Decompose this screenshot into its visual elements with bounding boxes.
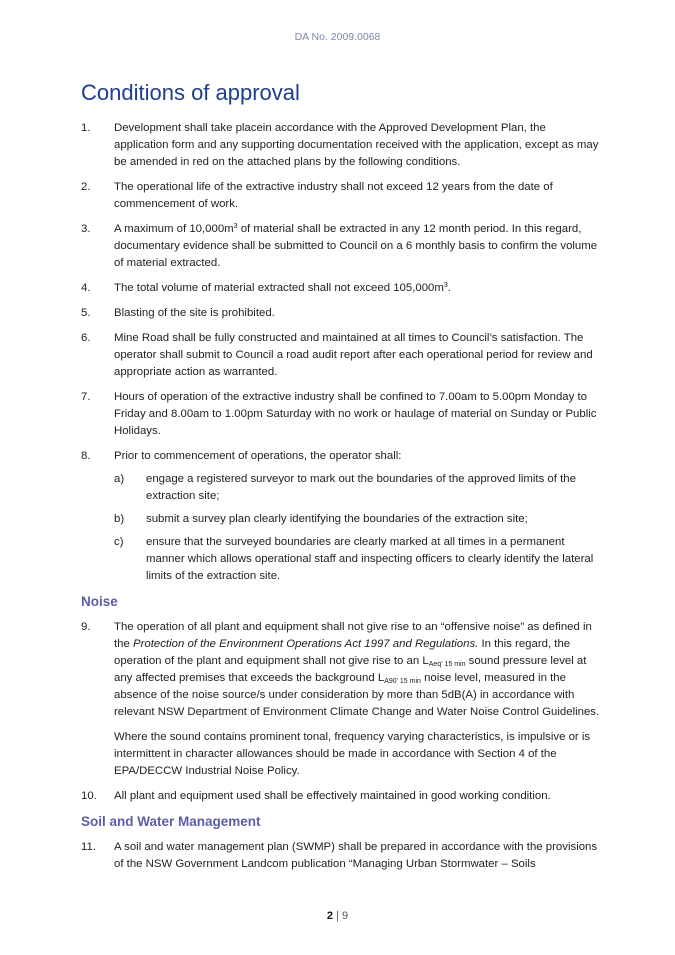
condition-paragraph: Where the sound contains prominent tonal, frequency varying characteristics, is impulsive or is intermittent in character allowances should be made in accordance with Section 4 of the EPA/DECCW Industrial Noise Policy. bbox=[114, 731, 591, 777]
condition-number: 11. bbox=[81, 841, 96, 853]
condition-text: A soil and water management plan (SWMP) shall be prepared in accordance with the provisions of the NSW Government Landcom publication “Managing Urban Stormwater – Soils bbox=[114, 841, 598, 870]
condition-number: 2. bbox=[81, 181, 91, 193]
conditions-list bbox=[81, 120, 601, 881]
sub-condition-b bbox=[114, 511, 601, 528]
condition-number: 4. bbox=[81, 282, 91, 294]
condition-3 bbox=[81, 221, 601, 272]
section-heading-noise: Noise bbox=[81, 594, 118, 609]
sub-condition-text: engage a registered surveyor to mark out the boundaries of the approved limits of the extraction site; bbox=[146, 473, 576, 502]
subscript: Aeq' 15 min bbox=[428, 661, 466, 668]
text-part: In this regard, the operation of the plant and equipment shall not give rise to an L bbox=[114, 638, 571, 667]
condition-text: Mine Road shall be fully constructed and maintained at all times to Council’s satisfaction. The operator shall submit to Council a road audit report after each operational period for review and appropriate action as warranted. bbox=[114, 332, 593, 378]
condition-text bbox=[114, 223, 597, 269]
condition-text: Hours of operation of the extractive industry shall be confined to 7.00am to 5.00pm Monday to Friday and 8.00am to 1.00pm Saturday with no work or haulage of material on Sunday or Public Holidays. bbox=[114, 391, 597, 437]
text-part: A maximum of 10,000m bbox=[114, 223, 234, 235]
sub-condition-c bbox=[114, 534, 601, 585]
superscript: 3 bbox=[443, 282, 448, 289]
total-pages: 9 bbox=[341, 910, 349, 922]
act-title: Protection of the Environment Operations Act 1997 and Regulations. bbox=[133, 638, 479, 650]
text-part: . bbox=[447, 282, 451, 294]
condition-text: All plant and equipment used shall be effectively maintained in good working condition. bbox=[114, 790, 551, 802]
text-part: sound pressure level at any affected premises that exceeds the background L bbox=[114, 655, 587, 684]
sub-condition-text: ensure that the surveyed boundaries are clearly marked at all times in a permanent manner which allows operational staff and inspecting officers to clearly identify the lateral limits of the extraction site. bbox=[146, 536, 594, 582]
condition-number: 6. bbox=[81, 332, 91, 344]
page-separator: | bbox=[333, 910, 342, 922]
condition-text: Development shall take placein accordance with the Approved Development Plan, the application form and any supporting documentation received with the application, except as may be amended in red on the attached plans by the following conditions. bbox=[114, 122, 599, 168]
condition-number: 8. bbox=[81, 450, 91, 462]
condition-text bbox=[114, 282, 451, 294]
text-part: noise level, measured in the absence of the noise source/s under consideration by more than 5dB(A) in accordance with relevant NSW Department of Environment Climate Change and Water Noise Control Guidelines. bbox=[114, 672, 600, 718]
condition-number: 5. bbox=[81, 307, 91, 319]
condition-4 bbox=[81, 280, 601, 297]
sub-condition-label: b) bbox=[114, 513, 125, 525]
condition-number: 7. bbox=[81, 391, 91, 403]
sub-condition-label: c) bbox=[114, 536, 124, 548]
subscript: A90' 15 min bbox=[384, 678, 421, 685]
condition-10 bbox=[81, 788, 601, 805]
condition-8 bbox=[81, 448, 601, 585]
condition-1 bbox=[81, 120, 601, 171]
condition-6 bbox=[81, 330, 601, 381]
sub-condition-text: submit a survey plan clearly identifying the boundaries of the extraction site; bbox=[146, 513, 528, 525]
condition-number: 1. bbox=[81, 122, 91, 134]
condition-text: Prior to commencement of operations, the operator shall: bbox=[114, 450, 402, 462]
condition-5 bbox=[81, 305, 601, 322]
page-footer bbox=[0, 910, 675, 922]
condition-text: The operational life of the extractive industry shall not exceed 12 years from the date of commencement of work. bbox=[114, 181, 553, 210]
text-part: of material shall be extracted in any 12 month period. In this regard, documentary evidence shall be submitted to Council on a 6 monthly basis to confirm the volume of material extracted. bbox=[114, 223, 598, 269]
condition-7 bbox=[81, 389, 601, 440]
condition-number: 3. bbox=[81, 223, 91, 235]
condition-number: 9. bbox=[81, 621, 91, 633]
document-number-header: DA No. 2009.0068 bbox=[294, 31, 381, 43]
condition-number: 10. bbox=[81, 790, 97, 802]
condition-text bbox=[114, 621, 599, 718]
sub-condition-a bbox=[114, 471, 601, 505]
page-title: Conditions of approval bbox=[81, 80, 300, 105]
superscript: 3 bbox=[233, 223, 238, 230]
text-part: The total volume of material extracted shall not exceed 105,000m bbox=[114, 282, 444, 294]
current-page-number: 2 bbox=[326, 910, 333, 922]
condition-2 bbox=[81, 179, 601, 213]
condition-11 bbox=[81, 839, 601, 873]
condition-9 bbox=[81, 619, 601, 780]
sub-condition-label: a) bbox=[114, 473, 125, 485]
condition-text: Blasting of the site is prohibited. bbox=[114, 307, 275, 319]
text-part: The operation of all plant and equipment shall not give rise to an “offensive noise” as defined in the bbox=[114, 621, 592, 650]
section-heading-soil-water: Soil and Water Management bbox=[81, 814, 261, 829]
